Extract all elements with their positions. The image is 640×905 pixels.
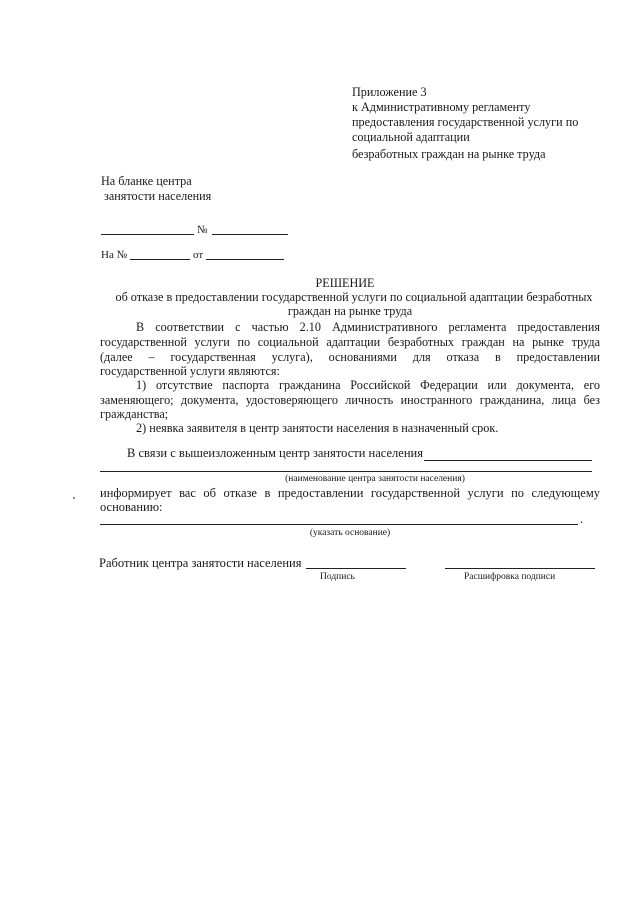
- appendix-block: [352, 85, 578, 162]
- margin-mark: [73, 497, 75, 499]
- appendix-line: Приложение 3: [352, 85, 427, 99]
- document-subtitle-cont: граждан на рынке труда: [287, 304, 413, 318]
- number-line: [212, 234, 288, 235]
- document-subtitle: об отказе в предоставлении государственной услуги по социальной адаптации безработных: [115, 290, 593, 304]
- reply-date-line: [206, 259, 284, 260]
- body-item1-line2: заменяющего; документа, удостоверяющего личность иностранного гражданина, лица без: [100, 393, 600, 407]
- reply-prefix: На №: [101, 249, 128, 261]
- decode-line: [445, 568, 595, 569]
- letterhead-line1: На бланке центра: [101, 174, 192, 188]
- appendix-line: предоставления государственной услуги по: [352, 115, 579, 129]
- decision-intro-fill-line: [424, 460, 592, 461]
- appendix-line: к Административному регламенту: [352, 100, 531, 114]
- body-p1-line1: В соответствии с частью 2.10 Административного регламента предоставления: [136, 320, 600, 334]
- number-label: №: [197, 224, 208, 236]
- body-item2: 2) неявка заявителя в центр занятости населения в назначенный срок.: [136, 421, 499, 435]
- body-p1-line4: государственной услуги являются:: [100, 364, 280, 378]
- reason-caption: (указать основание): [309, 528, 391, 538]
- decision-informs-line1: информирует вас об отказе в предоставлении государственной услуги по следующему: [100, 486, 600, 500]
- center-name-caption: (наименование центра занятости населения): [285, 474, 465, 484]
- body-p1-line2: государственной услуги по социальной адаптации безработных граждан на рынке труда: [100, 335, 600, 349]
- center-name-line: [100, 471, 592, 472]
- reason-line: [100, 524, 578, 525]
- from-label: от: [193, 249, 204, 261]
- body-p1-line3: (далее – государственная услуга), основаниями для отказа в предоставлении: [100, 350, 600, 364]
- decision-intro: В связи с вышеизложенным центр занятости населения: [127, 446, 423, 460]
- reason-period: .: [580, 512, 584, 526]
- date-line: [101, 234, 194, 235]
- appendix-line: безработных граждан на рынке труда: [352, 147, 546, 161]
- document-title: РЕШЕНИЕ: [315, 276, 375, 290]
- worker-label: Работник центра занятости населения: [99, 556, 302, 570]
- signature-caption: Подпись: [320, 572, 355, 582]
- letterhead-line2: занятости населения: [104, 189, 212, 203]
- appendix-line: социальной адаптации: [352, 130, 470, 144]
- reply-number-line: [130, 259, 190, 260]
- signature-line: [306, 568, 406, 569]
- decision-informs-line2: основанию:: [100, 500, 163, 514]
- body-item1-line3: гражданства;: [100, 407, 169, 421]
- decode-caption: Расшифровка подписи: [464, 572, 556, 582]
- body-item1-line1: 1) отсутствие паспорта гражданина Российской Федерации или документа, его: [136, 378, 600, 392]
